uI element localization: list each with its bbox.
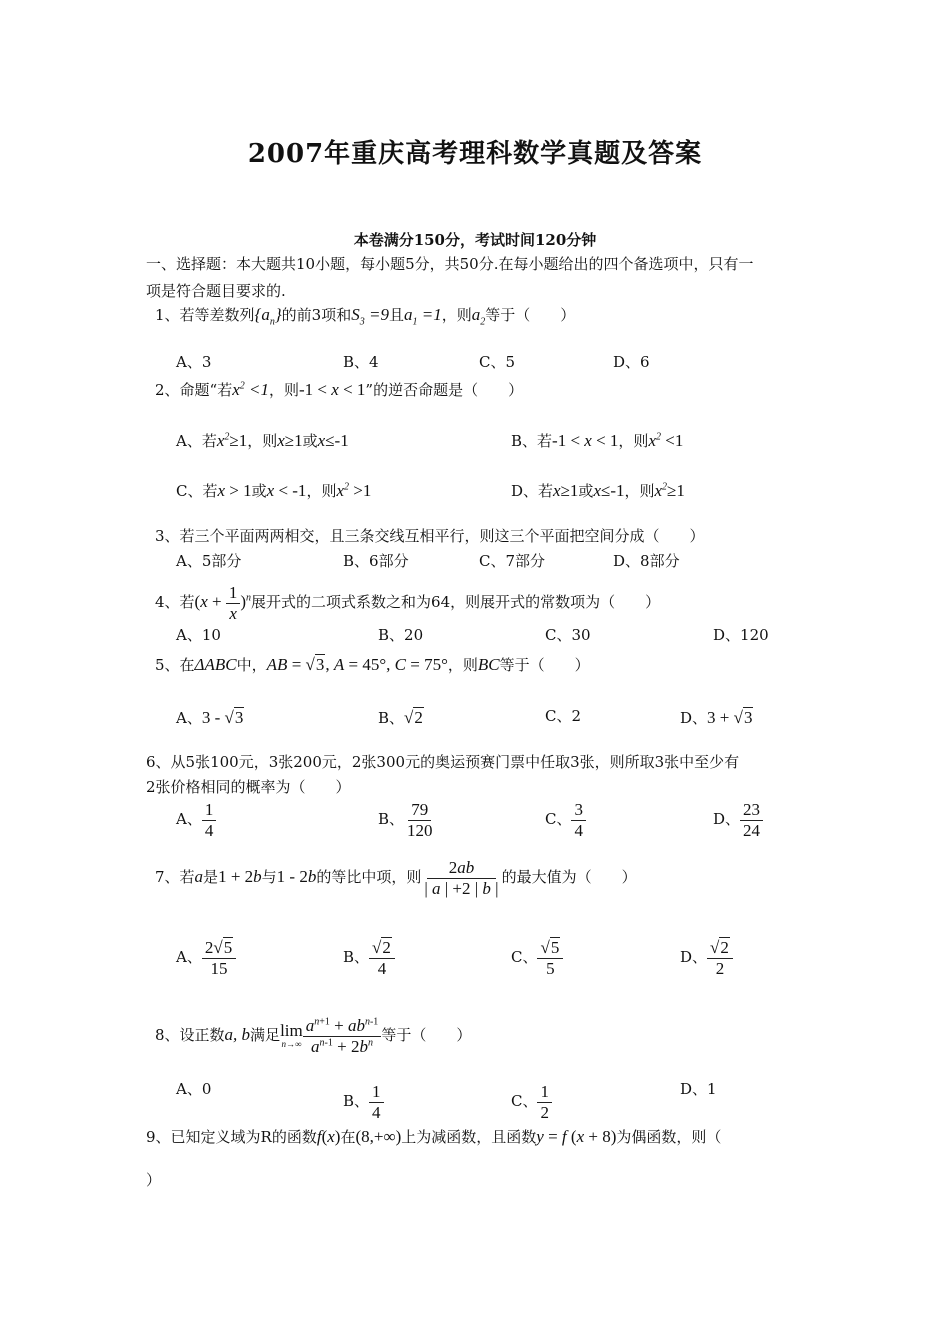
question-9-line2: ） — [146, 1171, 162, 1189]
q7-option-c: C、 $\frac{√5}{5}$ — [511, 938, 563, 978]
page-title: 2007年重庆高考理科数学真题及答案 — [247, 139, 703, 169]
q2-option-d: D、若x≥1或x≤-1，则$x^2\ge 1$ — [511, 481, 685, 500]
q1-option-b: B、4 — [343, 353, 379, 371]
q3-option-c: C、7部分 — [479, 552, 546, 570]
formula-limit: lim n→∞ — [280, 1020, 303, 1050]
formula-a1: $a_1 =1$ — [403, 305, 442, 328]
question-2: 2、命题“若$x^2 <1$，则-1 < x < 1”的逆否命题是（ ） — [155, 380, 524, 399]
q1-option-a: A、3 — [176, 353, 212, 371]
q4-option-b: B、20 — [378, 626, 424, 644]
q7-option-a: A、 $\frac{2√5}{15}$ — [176, 938, 236, 978]
q7-option-d: D、 $\frac{√2}{2}$ — [680, 938, 733, 978]
question-3: 3、若三个平面两两相交，且三条交线互相平行，则这三个平面把空间分成（ ） — [155, 527, 705, 545]
q2-option-c: C、若x > 1或x < -1，则$x^2 >1$ — [176, 481, 372, 500]
formula-s3: $S_3 =9$ — [351, 305, 389, 328]
q8-option-d: D、1 — [680, 1080, 717, 1098]
q6-option-d: D、 $\frac{23}{24}$ — [713, 800, 763, 840]
q8-option-a: A、0 — [176, 1080, 212, 1098]
formula-range: -1 < x < 1 — [299, 380, 366, 399]
formula-triangle: ΔABC — [194, 655, 237, 674]
q4-option-c: C、30 — [545, 626, 591, 644]
q5-option-b: B、√2 — [378, 708, 423, 727]
q4-option-a: A、10 — [176, 626, 221, 644]
q8-option-c: C、 $\frac{1}{2}$ — [511, 1082, 552, 1122]
q8-option-b: B、 $\frac{1}{4}$ — [343, 1082, 384, 1122]
q3-option-b: B、6部分 — [343, 552, 409, 570]
q7-option-b: B、 $\frac{√2}{4}$ — [343, 938, 395, 978]
section-intro-line1: 一、选择题：本大题共10小题，每小题5分，共50分.在每小题给出的四个备选项中，只有一 — [146, 255, 754, 273]
question-8: 8、设正数a, b满足lim n→∞ $\frac{a^{n+1} + ab^{n-1}}{a^{n-1} + 2b^n}$ 等于（ ） — [155, 1016, 472, 1056]
formula-sides-angles: AB = √3, A = 45°, C = 75° — [266, 655, 448, 674]
question-1: 1、若等差数列$\{a_n\}$的前3项和$S_3 =9$且$a_1 =1$，则$a_2$等于（ ） — [155, 305, 576, 328]
q5-option-a: A、3 - √3 — [176, 708, 244, 727]
q6-option-c: C、 $\frac{3}{4}$ — [545, 800, 586, 840]
formula-binomial: (x + $\frac{1}{x}$ )$^n$ — [194, 583, 252, 623]
q6-option-b: B、 $\frac{79}{120}$ — [378, 800, 433, 840]
question-7: 7、若a是1 + 2b与1 - 2b的等比中项，则 $\frac{2ab}{| a | +2 | b |}$ 的最大值为（ ） — [155, 858, 637, 898]
q5-option-c: C、2 — [545, 707, 582, 725]
q3-option-d: D、8部分 — [613, 552, 680, 570]
q5-option-d: D、3 + √3 — [680, 708, 753, 727]
question-6-line2: 2张价格相同的概率为（ ） — [146, 778, 351, 796]
formula-sequence: $\{a_n\}$ — [254, 305, 282, 328]
q2-option-b: B、若-1 < x < 1，则$x^2 <1$ — [511, 431, 684, 450]
question-9: 9、已知定义域为R的函数f(x)在(8,+∞)上为减函数，且函数y = f (x + 8)为偶函数，则（ — [146, 1127, 722, 1146]
q2-option-a: A、若$x^2\ge 1$，则x≥1或x≤-1 — [176, 431, 349, 450]
q1-option-c: C、5 — [479, 353, 516, 371]
section-intro-line2: 项是符合题目要求的. — [146, 282, 286, 300]
q1-option-d: D、6 — [613, 353, 650, 371]
q6-option-a: A、 $\frac{1}{4}$ — [176, 800, 216, 840]
exam-subtitle: 本卷满分150分，考试时间120分钟 — [353, 231, 597, 249]
formula-x2-lt-1: $x^2 <1$ — [232, 380, 269, 399]
q3-option-a: A、5部分 — [176, 552, 242, 570]
q4-option-d: D、120 — [713, 626, 769, 644]
formula-a2: $a_2$ — [471, 305, 486, 328]
formula-q7-expression: $\frac{2ab}{| a | +2 | b |}$ — [424, 858, 499, 898]
question-4: 4、若(x + $\frac{1}{x}$ )$^n$展开式的二项式系数之和为64，则展开式的常数项为（ ） — [155, 583, 661, 623]
question-6-line1: 6、从5张100元，3张200元，2张300元的奥运预赛门票中任取3张，则所取3张中至少有 — [146, 753, 740, 771]
question-5: 5、在ΔABC中，AB = √3, A = 45°, C = 75°，则BC等于（ ） — [155, 655, 590, 674]
